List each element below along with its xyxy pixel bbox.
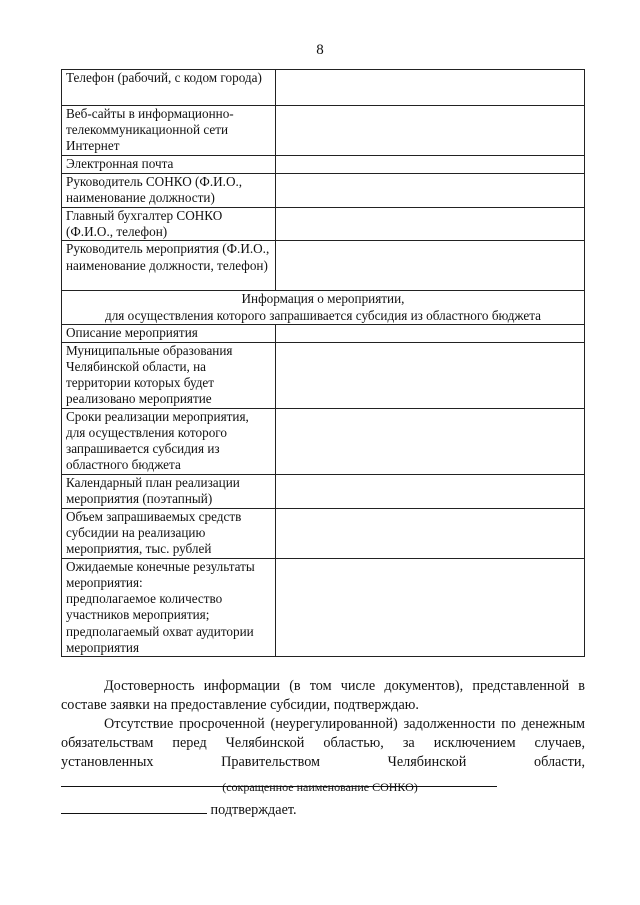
section-heading-line1: Информация о мероприятии, xyxy=(241,291,405,307)
row-label: Веб-сайты в информационно-телекоммуникационной сети Интернет xyxy=(62,106,276,156)
application-form-table xyxy=(61,69,585,657)
table-row xyxy=(62,342,585,408)
row-label: Главный бухгалтер СОНКО (Ф.И.О., телефон) xyxy=(62,208,276,241)
section-heading-line2: для осуществления которого запрашивается субсидия из областного бюджета xyxy=(105,307,541,323)
row-value xyxy=(276,408,585,474)
row-value xyxy=(276,474,585,508)
debt-paragraph-text: Отсутствие просроченной (неурегулированной) задолженности по денежным обязательствам перед Челябинской областью, за исключением случаев, установленных Правительством Челябинской области, xyxy=(61,716,585,770)
row-label: Руководитель СОНКО (Ф.И.О., наименование должности) xyxy=(62,174,276,208)
row-value xyxy=(276,106,585,156)
table-row xyxy=(62,408,585,474)
section-heading-row xyxy=(62,291,585,324)
table-row xyxy=(62,474,585,508)
table-row xyxy=(62,174,585,208)
row-value xyxy=(276,156,585,174)
row-label: Сроки реализации мероприятия, для осуществления которого запрашивается субсидия из областного бюджета xyxy=(62,408,276,474)
row-value xyxy=(276,508,585,558)
table-row xyxy=(62,558,585,656)
row-value xyxy=(276,342,585,408)
confirms-text: подтверждает. xyxy=(210,802,297,818)
row-label: Электронная почта xyxy=(62,156,276,174)
row-label xyxy=(62,558,276,656)
row-value xyxy=(276,558,585,656)
row-value xyxy=(276,70,585,106)
row-label: Телефон (рабочий, с кодом города) xyxy=(62,70,276,106)
org-name-caption: (сокращенное наименование СОНКО) xyxy=(222,780,418,794)
table-row xyxy=(62,208,585,241)
table-row xyxy=(62,106,585,156)
row-label: Описание мероприятия xyxy=(62,324,276,342)
table-row xyxy=(62,156,585,174)
signature-blank xyxy=(61,799,207,814)
row-label-main: Ожидаемые конечные результаты мероприятия: xyxy=(66,558,255,591)
table-row xyxy=(62,324,585,342)
table-row xyxy=(62,70,585,106)
table-row xyxy=(62,508,585,558)
row-value xyxy=(276,174,585,208)
row-label-sub: предполагаемое количество участников мероприятия; xyxy=(66,591,223,623)
row-label: Календарный план реализации мероприятия (поэтапный) xyxy=(62,474,276,508)
row-value xyxy=(276,324,585,342)
section-heading xyxy=(62,291,585,324)
table-row xyxy=(62,241,585,291)
page-number: 8 xyxy=(316,42,324,58)
row-label: Руководитель мероприятия (Ф.И.О., наименование должности, телефон) xyxy=(62,241,276,291)
confirmation-paragraph: Достоверность информации (в том числе документов), представленной в составе заявки на предоставление субсидии, подтверждаю. xyxy=(61,678,585,713)
confirmation-line xyxy=(61,799,297,819)
row-label: Объем запрашиваемых средств субсидии на реализацию мероприятия, тыс. рублей xyxy=(62,508,276,558)
row-label: Муниципальные образования Челябинской области, на территории которых будет реализовано мероприятие xyxy=(62,342,276,408)
row-value xyxy=(276,241,585,291)
row-value xyxy=(276,208,585,241)
row-label-sub: предполагаемый охват аудитории мероприятия xyxy=(66,623,254,655)
